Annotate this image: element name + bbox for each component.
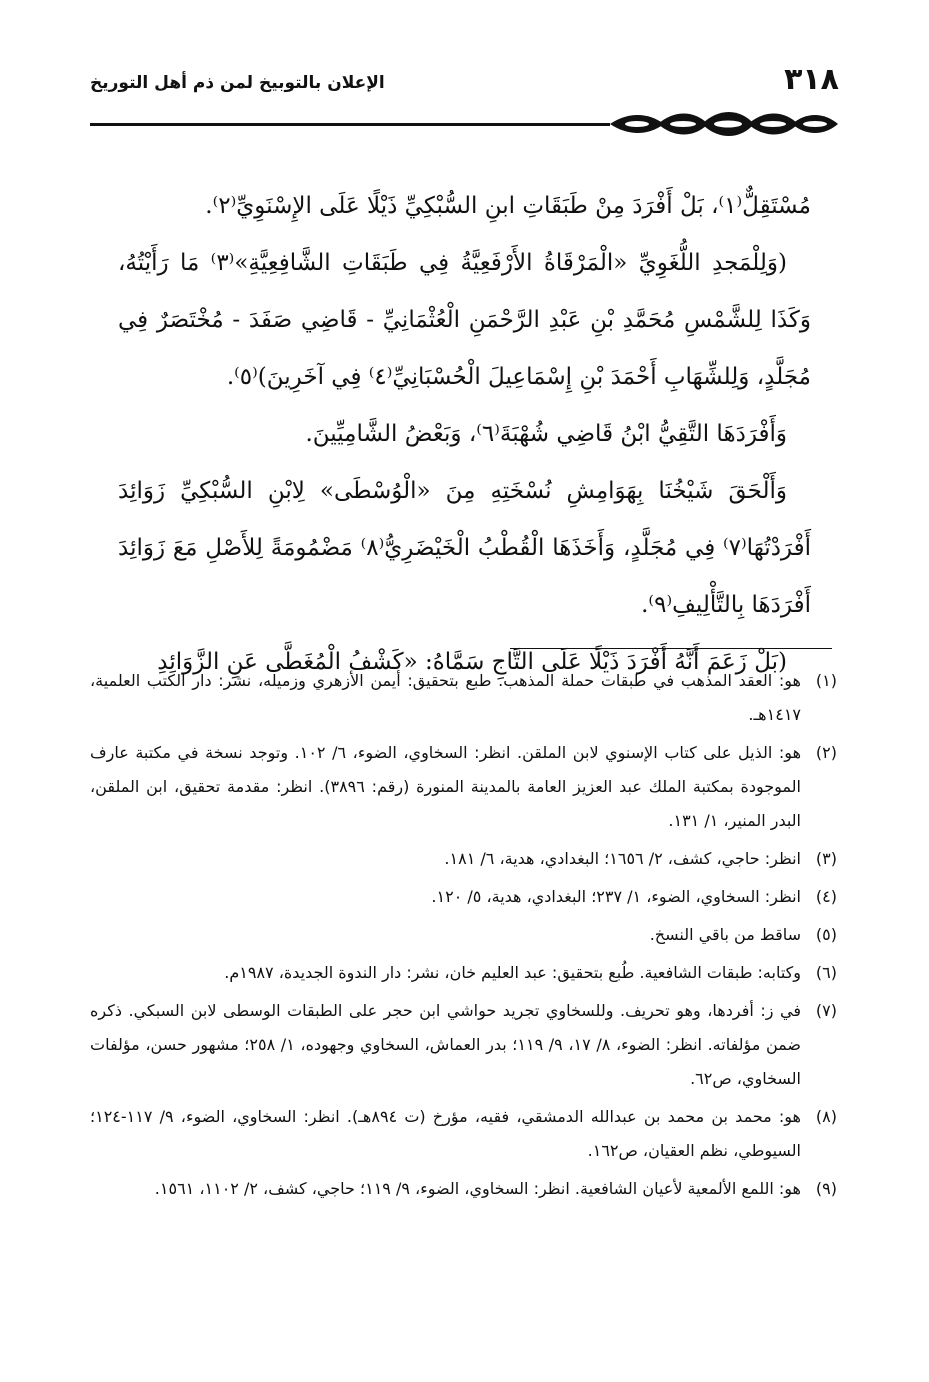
footnote-text: هو: اللمع الألمعية لأعيان الشافعية. انظر: السخاوي، الضوء، ٩/ ١١٩؛ حاجي، كشف، ٢/ ١١٠٢، ١٥٦١. xyxy=(154,1179,801,1198)
footnote-9 xyxy=(90,1172,837,1206)
paragraph-4: وَأَلْحَقَ شَيْخُنَا بِهَوَامِشِ نُسْخَتِهِ مِنَ «الْوُسْطَى» لِابْنِ السُّبْكِيِّ زَوَائِدَ أَفْرَدْتُهَا⁽٧⁾ فِي مُجَلَّدٍ، وَأَخَذَهَا الْقُطْبُ الْخَيْضَرِيُّ⁽٨⁾ مَضْمُومَةً لِلأَصْلِ مَعَ زَوَائِدَ أَفْرَدَهَا بِالتَّأْلِيفِ⁽٩⁾. xyxy=(118,478,812,618)
footnote-number: (٥) xyxy=(815,925,837,944)
footnote-text: ساقط من باقي النسخ. xyxy=(649,925,801,944)
footnote-separator xyxy=(510,648,832,649)
paragraph-1: مُسْتَقِلٌّ⁽١⁾، بَلْ أَفْرَدَ مِنْ طَبَقَاتِ ابنِ السُّبْكِيِّ ذَيْلًا عَلَى الإِسْنَوِيِّ⁽٢⁾. xyxy=(205,193,811,219)
footnote-text: في ز: أفردها، وهو تحريف. وللسخاوي تجريد حواشي ابن حجر على الطبقات الوسطى لابن السبكي. ذكره ضمن مؤلفاته. انظر: الضوء، ٨/ ١٧، ٩/ ١١٩؛ بدر العماش، السخاوي وجهوده، ١/ ٢٥٨؛ مشهور حسن، مؤلفات السخاوي، ص٦٢. xyxy=(90,1001,802,1088)
footnote-1 xyxy=(90,664,837,732)
footnote-6 xyxy=(90,956,837,990)
footnote-number: (٧) xyxy=(815,1001,837,1020)
header-rule xyxy=(90,123,610,126)
footnote-number: (٩) xyxy=(815,1179,837,1198)
footnote-2 xyxy=(90,736,837,838)
footnote-7 xyxy=(90,994,837,1096)
footnote-text: وكتابه: طبقات الشافعية. طُبع بتحقيق: عبد العليم خان، نشر: دار الندوة الجديدة، ١٩٨٧م. xyxy=(224,963,801,982)
running-title: الإعلان بالتوبيخ لمن ذم أهل التوريخ xyxy=(90,73,385,93)
footnote-number: (٨) xyxy=(815,1107,837,1126)
footnote-text: هو: الذيل على كتاب الإسنوي لابن الملقن. انظر: السخاوي، الضوء، ٦/ ١٠٢. وتوجد نسخة في مكتبة عارف الموجودة بمكتبة الملك عبد العزيز العامة بالمدينة المنورة (رقم: ٣٨٩٦). انظر: مقدمة تحقيق، ابن الملقن، البدر المنير، ١/ ١٣١. xyxy=(90,743,802,830)
footnote-text: هو: محمد بن محمد بن عبدالله الدمشقي، فقيه، مؤرخ (ت ٨٩٤هـ). انظر: السخاوي، الضوء، ٩/ ١١٧-١٢٤؛ السيوطي، نظم العقيان، ص١٦٢. xyxy=(90,1107,801,1160)
paragraph-2: (وَلِلْمَجدِ اللُّغَوِيِّ «الْمَرْقَاةُ الأَرْفَعِيَّةُ فِي طَبَقَاتِ الشَّافِعِيَّةِ»⁽٣⁾ مَا رَأَيْتُهُ، وَكَذَا لِلشَّمْسِ مُحَمَّدِ بْنِ عَبْدِ الرَّحْمَنِ الْعُثْمَانِيِّ - قَاضِي صَفَدَ - مُخْتَصَرٌ فِي مُجَلَّدٍ، وَلِلشِّهَابِ أَحْمَدَ بْنِ إِسْمَاعِيلَ الْحُسْبَانِيِّ⁽٤⁾ فِي آخَرِينَ)⁽٥⁾. xyxy=(118,250,811,390)
footnote-3 xyxy=(90,842,837,876)
footnote-number: (٦) xyxy=(815,963,837,982)
footnote-text: انظر: السخاوي، الضوء، ١/ ٢٣٧؛ البغدادي، هدية، ٥/ ١٢٠. xyxy=(431,887,801,906)
decorative-leaf-ornament-icon xyxy=(608,106,840,142)
page-header xyxy=(90,60,839,110)
footnote-number: (٣) xyxy=(815,849,837,868)
footnote-4 xyxy=(90,880,837,914)
main-text xyxy=(118,178,811,691)
footnote-number: (٤) xyxy=(815,887,837,906)
footnote-5 xyxy=(90,918,837,952)
footnotes xyxy=(90,664,837,1210)
footnote-number: (١) xyxy=(815,671,837,690)
paragraph-5: (بَلْ زَعَمَ أَنَّهُ أَفْرَدَ ذَيْلًا عَلَى التَّاجِ سَمَّاهُ: «كَشْفُ الْمُغَطَّى عَنِ الزَّوَائِدِ xyxy=(157,649,787,675)
footnote-number: (٢) xyxy=(815,743,838,762)
page-number: ٣١٨ xyxy=(784,62,839,97)
footnote-8 xyxy=(90,1100,837,1168)
footnote-text: هو: العقد المذهب في طبقات حملة المذهب. طبع بتحقيق: أيمن الأزهري وزميله، نشر: دار الكتب العلمية، ١٤١٧هـ. xyxy=(90,671,801,724)
paragraph-3: وَأَفْرَدَهَا التَّقِيُّ ابْنُ قَاضِي شُهْبَةَ⁽٦⁾، وَبَعْضُ الشَّامِيِّينَ. xyxy=(305,421,787,447)
footnote-text: انظر: حاجي، كشف، ٢/ ١٦٥٦؛ البغدادي، هدية، ٦/ ١٨١. xyxy=(444,849,801,868)
